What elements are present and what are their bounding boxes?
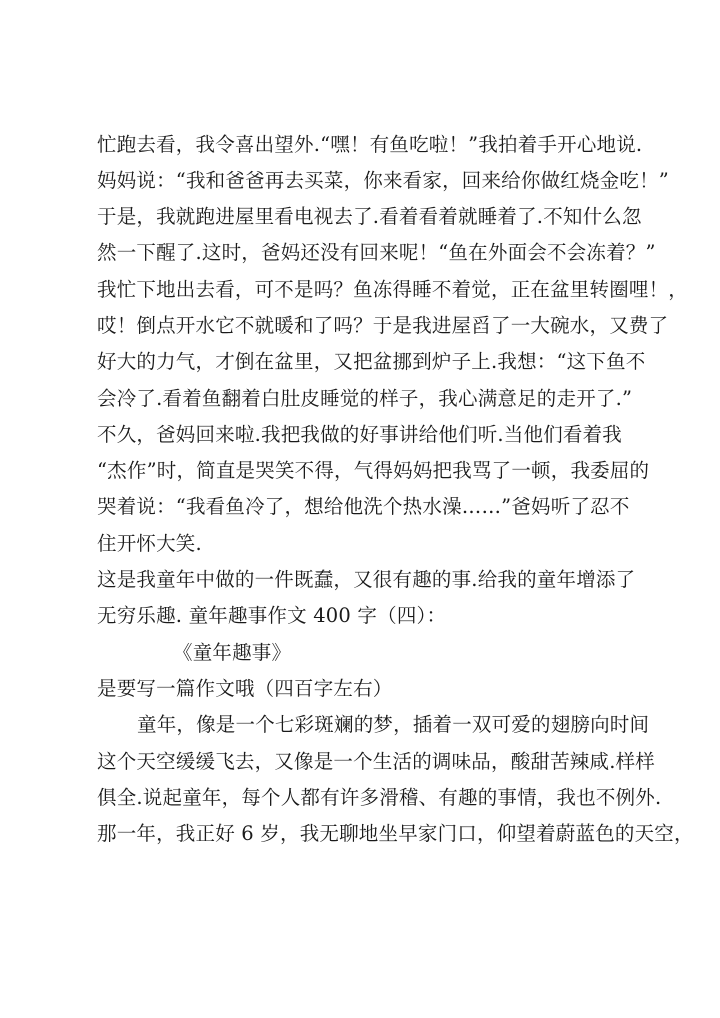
text-line: 是要写一篇作文哦（四百字左右）: [97, 677, 393, 700]
text-line: 这个天空缓缓飞去，又像是一个生活的调味品，酸甜苦辣咸.样样: [97, 750, 655, 773]
text-line: 俱全.说起童年，每个人都有许多滑稽、有趣的事情，我也不例外.: [97, 786, 662, 809]
text-line: 妈妈说：“我和爸爸再去买菜，你来看家，回来给你做红烧金吃！”: [97, 169, 669, 192]
text-line: 会冷了.看着鱼翻着白肚皮睡觉的样子，我心满意足的走开了.”: [97, 387, 633, 410]
text-line: 忙跑去看，我令喜出望外.“嘿！有鱼吃啦！”我拍着手开心地说.: [97, 133, 643, 156]
text-line: 不久，爸妈回来啦.我把我做的好事讲给他们听.当他们看着我: [97, 423, 622, 446]
text-line: 然一下醒了.这时，爸妈还没有回来呢！“鱼在外面会不会冻着？”: [97, 241, 656, 264]
text-line: 住开怀大笑.: [97, 532, 202, 555]
text-line: 那一年，我正好 6 岁，我无聊地坐早家门口，仰望着蔚蓝色的天空，: [97, 822, 694, 845]
text-line: 哎！倒点开水它不就暖和了吗？于是我进屋舀了一大碗水，又费了: [97, 314, 669, 337]
text-line: 这是我童年中做的一件既蠢，又很有趣的事.给我的童年增添了: [97, 568, 636, 591]
text-line: 哭着说：“我看鱼冷了，想给他洗个热水澡……”爸妈听了忍不: [97, 495, 630, 518]
text-line: 好大的力气，才倒在盆里，又把盆挪到炉子上.我想：“这下鱼不: [97, 350, 646, 373]
text-line: 于是，我就跑进屋里看电视去了.看着看着就睡着了.不知什么忽: [97, 205, 642, 228]
text-line: 我忙下地出去看，可不是吗？鱼冻得睡不着觉，正在盆里转圈哩！，: [97, 278, 689, 301]
text-line: 童年，像是一个七彩斑斓的梦，插着一双可爱的翅膀向时间: [137, 713, 650, 736]
text-line: “杰作”时，简直是哭笑不得，气得妈妈把我骂了一顿，我委屈的: [97, 459, 650, 482]
text-line: 无穷乐趣. 童年趣事作文 400 字（四）：: [97, 604, 447, 627]
essay-title: 《童年趣事》: [173, 641, 292, 664]
